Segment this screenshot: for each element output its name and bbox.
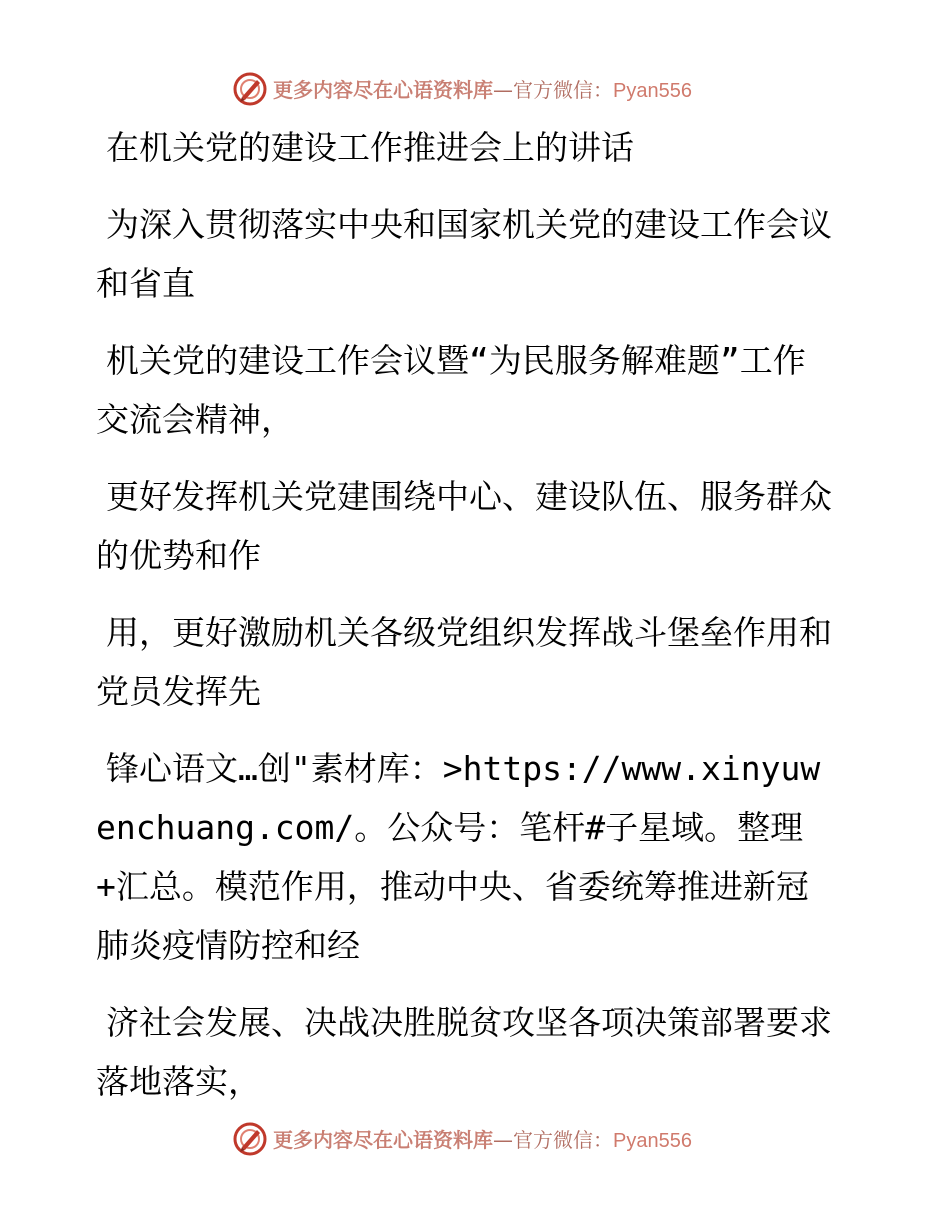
document-title: 在机关党的建设工作推进会上的讲话	[106, 128, 634, 167]
document-body	[96, 118, 836, 1129]
watermark-text: 更多内容尽在心语资料库—官方微信：Pyan556	[273, 1128, 692, 1152]
footer-watermark	[0, 1120, 950, 1160]
pen-logo-icon	[233, 72, 267, 106]
header-watermark	[0, 70, 950, 110]
paragraph: 锋心语文…创"素材库：>https://www.xinyuwenchuang.com/。公众号：笔杆#子星域。整理+汇总。模范作用，推动中央、省委统筹推进新冠肺炎疫情防控和经	[96, 749, 821, 965]
paragraph: 济社会发展、决战决胜脱贫攻坚各项决策部署要求落地落实，	[96, 1003, 832, 1101]
watermark-text: 更多内容尽在心语资料库—官方微信：Pyan556	[273, 78, 692, 102]
paragraph: 机关党的建设工作会议暨“为民服务解难题”工作交流会精神，	[96, 341, 806, 439]
paragraph: 更好发挥机关党建围绕中心、建设队伍、服务群众的优势和作	[96, 477, 832, 575]
pen-logo-icon	[233, 1122, 267, 1156]
paragraph: 为深入贯彻落实中央和国家机关党的建设工作会议和省直	[96, 205, 832, 303]
paragraph: 用，更好激励机关各级党组织发挥战斗堡垒作用和党员发挥先	[96, 613, 832, 711]
